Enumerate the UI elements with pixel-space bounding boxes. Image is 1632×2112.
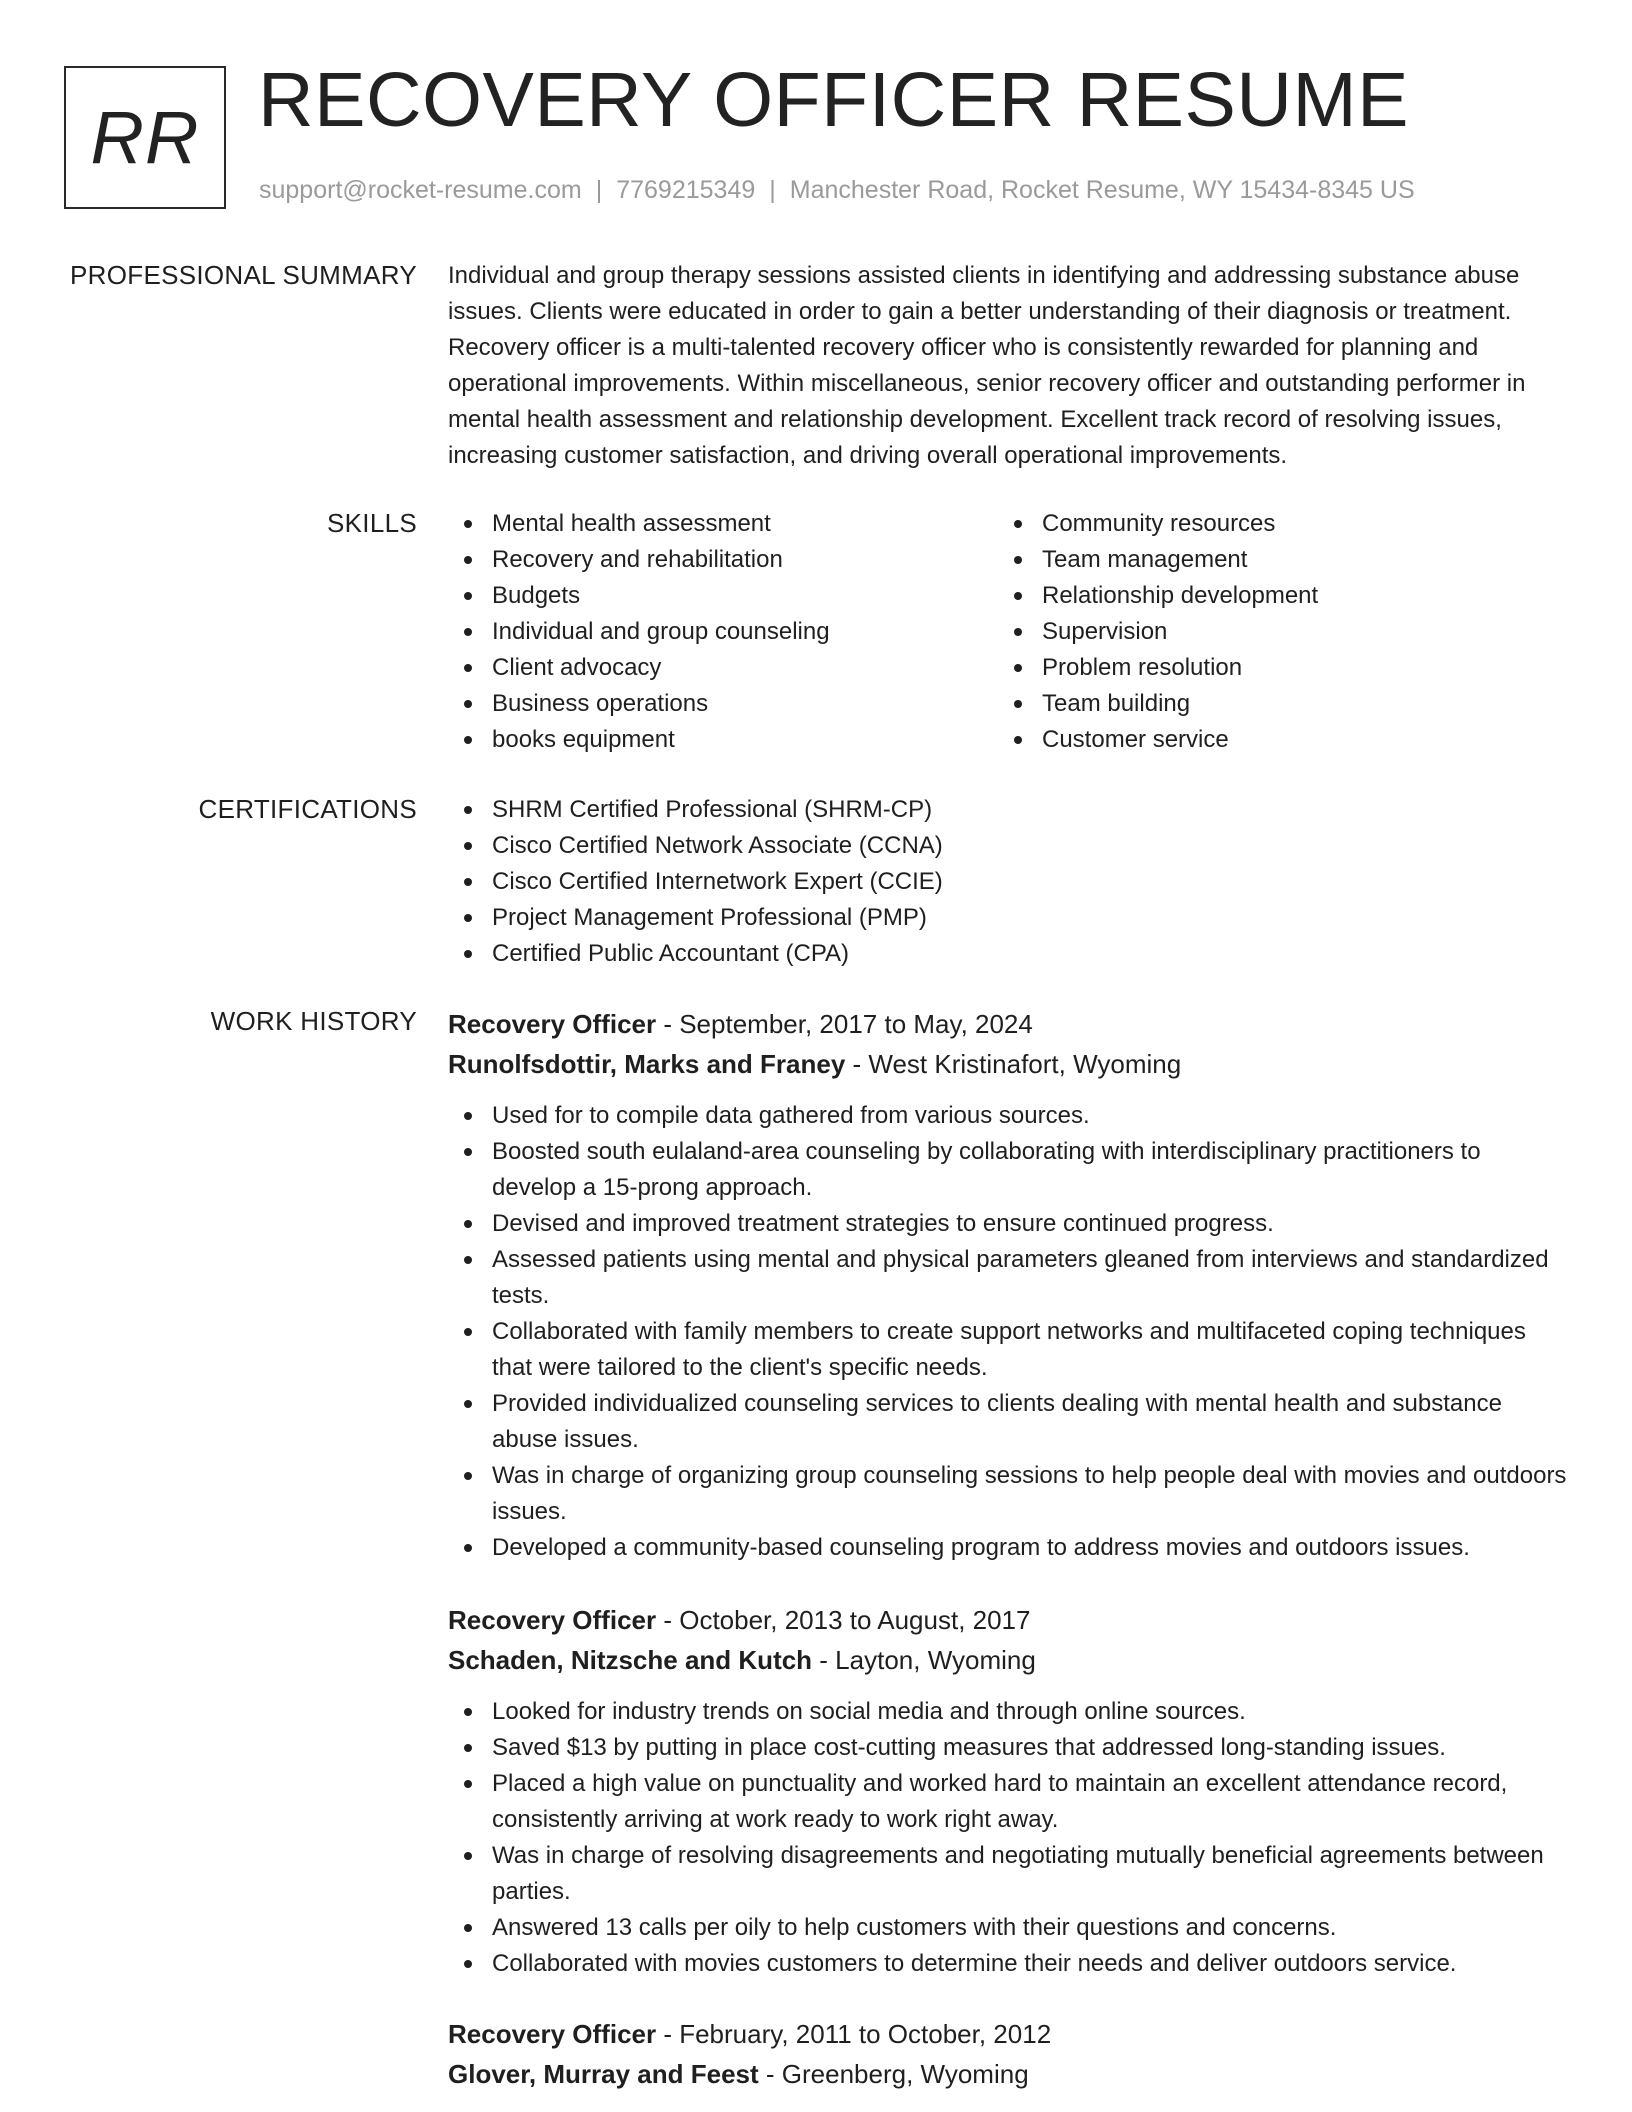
contact-email: support@rocket-resume.com (259, 176, 582, 204)
job-company-line (448, 1044, 1568, 1084)
skill-item: Problem resolution (998, 650, 1548, 686)
section-label-summary: PROFESSIONAL SUMMARY (70, 260, 417, 290)
skills-list-left (448, 506, 998, 758)
job-bullet: Boosted south eulaland-area counseling by collaborating with interdisciplinary practitioners to develop a 15-prong approach. (448, 1134, 1568, 1206)
job-bullet: Developed a community-based counseling program to address movies and outdoors issues. (448, 1530, 1568, 1566)
job-bullet: Devised and improved treatment strategies to ensure continued progress. (448, 1206, 1568, 1242)
certification-item: Project Management Professional (PMP) (448, 900, 1568, 936)
job-location: - Greenberg, Wyoming (758, 2059, 1029, 2089)
job-company-line (448, 2054, 1568, 2094)
job-company: Glover, Murray and Feest (448, 2059, 759, 2089)
contact-separator: | (769, 176, 776, 204)
job-bullet: Saved $13 by putting in place cost-cutting measures that addressed long-standing issues. (448, 1730, 1568, 1766)
skill-item: Budgets (448, 578, 998, 614)
skill-item: books equipment (448, 722, 998, 758)
certifications-list (448, 792, 1568, 972)
job-title: Recovery Officer (448, 1605, 657, 1635)
skills-list-right (998, 506, 1548, 758)
job-company: Runolfsdottir, Marks and Franey (448, 1049, 846, 1079)
job-company: Schaden, Nitzsche and Kutch (448, 1645, 813, 1675)
skill-item: Relationship development (998, 578, 1548, 614)
job-bullet: Answered 13 calls per oily to help customers with their questions and concerns. (448, 1910, 1568, 1946)
contact-phone: 7769215349 (616, 176, 756, 204)
skill-item: Business operations (448, 686, 998, 722)
skill-item: Individual and group counseling (448, 614, 998, 650)
job-bullet: Was in charge of organizing group counseling sessions to help people deal with movies and outdoors issues. (448, 1458, 1568, 1530)
job-bullet-list (448, 1694, 1568, 1982)
job-title: Recovery Officer (448, 2019, 657, 2049)
skill-item: Customer service (998, 722, 1548, 758)
job-title-line (448, 1004, 1568, 1044)
resume-title: RECOVERY OFFICER RESUME (258, 57, 1410, 143)
job-bullet: Looked for industry trends on social media and through online sources. (448, 1694, 1568, 1730)
job-company-line (448, 1640, 1568, 1680)
job-entry (448, 1600, 1568, 1982)
skill-item: Community resources (998, 506, 1548, 542)
contact-address: Manchester Road, Rocket Resume, WY 15434-8345 US (789, 176, 1415, 204)
job-bullet: Collaborated with movies customers to determine their needs and deliver outdoors service. (448, 1946, 1568, 1982)
certification-item: Cisco Certified Internetwork Expert (CCIE) (448, 864, 1568, 900)
monogram-logo: RR (64, 66, 226, 209)
job-dates: - September, 2017 to May, 2024 (656, 1009, 1033, 1039)
job-entry (448, 1004, 1568, 1566)
job-bullet: Used for to compile data gathered from various sources. (448, 1098, 1568, 1134)
section-label-work-history: WORK HISTORY (210, 1006, 417, 1036)
certification-item: Cisco Certified Network Associate (CCNA) (448, 828, 1568, 864)
job-entry (448, 2014, 1568, 2094)
job-bullet: Was in charge of resolving disagreements and negotiating mutually beneficial agreements between parties. (448, 1838, 1568, 1910)
job-bullet: Placed a high value on punctuality and worked hard to maintain an excellent attendance record, consistently arriving at work ready to work right away. (448, 1766, 1568, 1838)
summary-text: Individual and group therapy sessions assisted clients in identifying and addressing substance abuse issues. Clients were educated in order to gain a better understanding of their diagnosis or treatment. Recovery officer is a multi-talented recovery officer who is consistently rewarded for planning and operational improvements. Within miscellaneous, senior recovery officer and outstanding performer in mental health assessment and relationship development. Excellent track record of resolving issues, increasing customer satisfaction, and driving overall operational improvements. (448, 262, 1526, 469)
job-title-line (448, 1600, 1568, 1640)
contact-separator: | (595, 176, 603, 204)
skills-columns (448, 506, 1568, 758)
job-bullet-list (448, 1098, 1568, 1566)
job-location: - West Kristinafort, Wyoming (845, 1049, 1182, 1079)
job-dates: - February, 2011 to October, 2012 (656, 2019, 1052, 2049)
skill-item: Team management (998, 542, 1548, 578)
skill-item: Recovery and rehabilitation (448, 542, 998, 578)
section-label-skills: SKILLS (327, 508, 417, 538)
job-bullet: Collaborated with family members to create support networks and multifaceted coping techniques that were tailored to the client's specific needs. (448, 1314, 1568, 1386)
job-dates: - October, 2013 to August, 2017 (656, 1605, 1031, 1635)
job-title: Recovery Officer (448, 1009, 657, 1039)
certification-item: SHRM Certified Professional (SHRM-CP) (448, 792, 1568, 828)
job-bullet: Provided individualized counseling services to clients dealing with mental health and substance abuse issues. (448, 1386, 1568, 1458)
skill-item: Client advocacy (448, 650, 998, 686)
skill-item: Mental health assessment (448, 506, 998, 542)
skill-item: Team building (998, 686, 1548, 722)
job-location: - Layton, Wyoming (812, 1645, 1036, 1675)
certification-item: Certified Public Accountant (CPA) (448, 936, 1568, 972)
job-bullet: Assessed patients using mental and physical parameters gleaned from interviews and standardized tests. (448, 1242, 1568, 1314)
job-title-line (448, 2014, 1568, 2054)
contact-line (259, 176, 1415, 205)
skill-item: Supervision (998, 614, 1548, 650)
section-label-certifications: CERTIFICATIONS (198, 794, 417, 824)
